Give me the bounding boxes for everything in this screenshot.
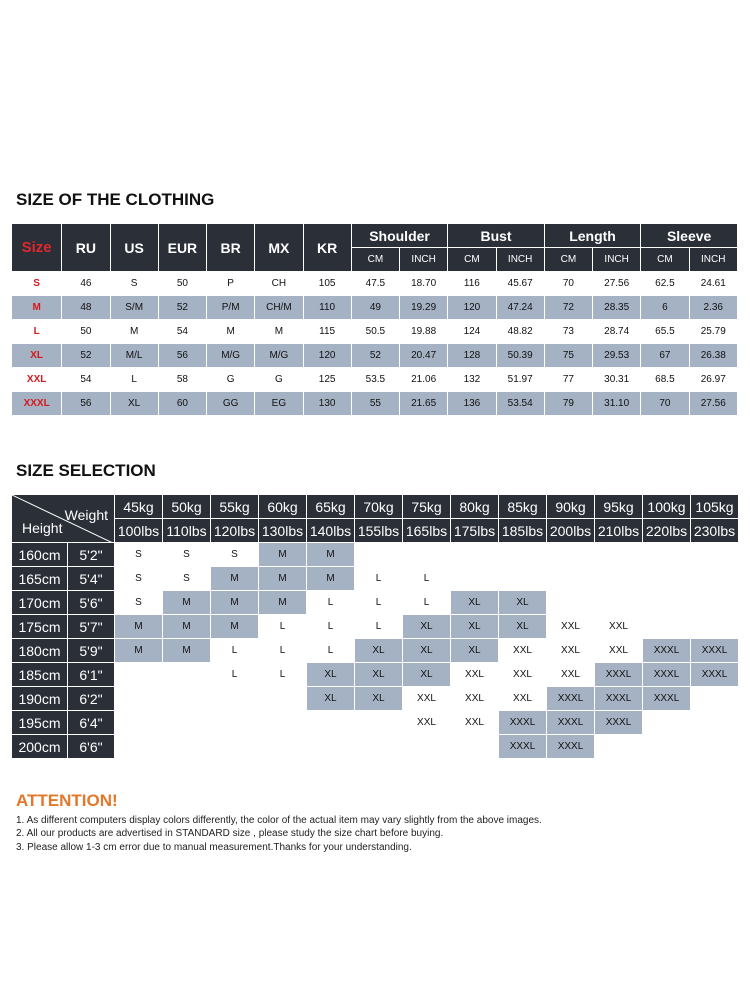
recommended-size: XXL — [465, 693, 484, 704]
size-chart-cell: S/M — [111, 296, 158, 319]
size-chart-cell: 115 — [319, 326, 336, 337]
recommended-size: XXL — [513, 645, 532, 656]
recommended-size: L — [375, 621, 382, 632]
size-chart-cell: 132 — [463, 374, 481, 385]
header-cm: CM — [545, 248, 592, 271]
size-chart-cell: 110 — [304, 296, 351, 319]
height-ft: 6'2" — [68, 687, 114, 710]
size-chart-cell: 2.36 — [690, 296, 737, 319]
size-label: XXL — [26, 374, 47, 385]
size-selection-row — [12, 639, 738, 662]
size-chart-cell: 67 — [641, 344, 688, 367]
size-chart-cell: 27.56 — [690, 392, 737, 415]
recommended-size — [307, 735, 354, 758]
recommended-size — [211, 735, 258, 758]
recommended-size: XXL — [513, 693, 532, 704]
size-chart-cell: 128 — [448, 344, 495, 367]
recommended-size: XL — [403, 663, 450, 686]
size-chart-cell: 130 — [304, 392, 351, 415]
size-chart-cell: 31.10 — [593, 392, 640, 415]
header-br: BR — [207, 224, 254, 271]
size-chart-cell: 54 — [80, 374, 92, 385]
recommended-size: M — [163, 591, 210, 614]
header-inch: INCH — [400, 248, 447, 271]
weight-lbs-header: 130lbs — [259, 519, 306, 542]
height-ft: 5'4" — [68, 567, 114, 590]
size-chart-title: SIZE OF THE CLOTHING — [16, 190, 215, 209]
height-ft: 5'7" — [68, 615, 114, 638]
header-inch: INCH — [593, 248, 640, 271]
size-chart-cell: 58 — [176, 374, 188, 385]
size-chart-cell: 45.67 — [507, 278, 533, 289]
weight-kg-header: 85kg — [499, 495, 546, 518]
size-selection-table — [11, 494, 739, 759]
size-chart-cell: 68.5 — [655, 374, 675, 385]
size-chart-cell: L — [131, 374, 137, 385]
size-label: L — [33, 326, 40, 337]
size-chart-cell: M/G — [207, 344, 254, 367]
recommended-size: XXL — [513, 669, 532, 680]
size-chart-cell: 70 — [641, 392, 688, 415]
size-chart-cell: 21.06 — [411, 374, 437, 385]
size-chart-cell: 105 — [318, 278, 336, 289]
recommended-size: XXL — [609, 621, 628, 632]
recommended-size: XXXL — [643, 663, 690, 686]
recommended-size: XXXL — [499, 711, 546, 734]
recommended-size: XL — [451, 591, 498, 614]
size-chart-cell: 50 — [80, 326, 92, 337]
size-label: S — [33, 278, 40, 289]
size-selection-row — [12, 735, 738, 758]
weight-kg-header: 70kg — [355, 495, 402, 518]
size-chart-cell: 19.88 — [411, 326, 437, 337]
weight-kg-header: 95kg — [595, 495, 642, 518]
header-inch: INCH — [497, 248, 544, 271]
recommended-size — [691, 591, 738, 614]
recommended-size: L — [327, 621, 334, 632]
size-chart-row — [12, 296, 737, 319]
recommended-size: L — [423, 573, 430, 584]
recommended-size — [211, 711, 258, 734]
size-chart-cell: G — [275, 374, 283, 385]
recommended-size — [355, 543, 402, 566]
weight-kg-header: 45kg — [115, 495, 162, 518]
attention-note: 3. Please allow 1-3 cm error due to manual measurement.Thanks for your understanding. — [16, 842, 412, 853]
size-chart-cell: 50.5 — [365, 326, 386, 337]
size-chart-cell: 28.35 — [593, 296, 640, 319]
recommended-size: XL — [451, 639, 498, 662]
size-chart-cell: 125 — [318, 374, 336, 385]
recommended-size: XXXL — [691, 663, 738, 686]
recommended-size: XXXL — [547, 711, 594, 734]
weight-lbs-header: 165lbs — [403, 519, 450, 542]
size-chart-cell: 6 — [641, 296, 688, 319]
recommended-size — [307, 711, 354, 734]
size-selection-row — [12, 687, 738, 710]
height-cm: 185cm — [12, 663, 67, 686]
size-chart-cell: 20.47 — [400, 344, 447, 367]
recommended-size — [163, 711, 210, 734]
weight-lbs-header: 155lbs — [355, 519, 402, 542]
recommended-size: M — [115, 639, 162, 662]
recommended-size: S — [183, 573, 190, 584]
recommended-size: S — [135, 549, 142, 560]
recommended-size — [115, 735, 162, 758]
recommended-size: XXL — [417, 717, 436, 728]
size-chart-cell: 120 — [304, 344, 351, 367]
size-chart-cell: 116 — [463, 278, 480, 289]
recommended-size — [691, 615, 738, 638]
size-chart-cell: P/M — [207, 296, 254, 319]
size-selection-row — [12, 711, 738, 734]
recommended-size — [451, 543, 498, 566]
height-ft: 5'2" — [68, 543, 114, 566]
size-chart-cell: 56 — [159, 344, 206, 367]
recommended-size — [595, 735, 642, 758]
recommended-size — [691, 543, 738, 566]
height-ft: 6'1" — [68, 663, 114, 686]
size-chart-row — [12, 392, 737, 415]
recommended-size — [643, 591, 690, 614]
recommended-size — [547, 591, 594, 614]
header-ru: RU — [62, 224, 109, 271]
weight-lbs-header: 175lbs — [451, 519, 498, 542]
recommended-size: S — [135, 573, 142, 584]
recommended-size: L — [327, 597, 334, 608]
size-chart-cell: 28.74 — [604, 326, 630, 337]
size-chart-cell: 72 — [545, 296, 592, 319]
recommended-size: XL — [403, 615, 450, 638]
recommended-size: XL — [307, 663, 354, 686]
recommended-size: M — [259, 543, 306, 566]
recommended-size — [115, 687, 162, 710]
recommended-size: M — [115, 615, 162, 638]
height-cm: 180cm — [12, 639, 67, 662]
recommended-size: L — [231, 669, 238, 680]
size-chart-cell: 60 — [159, 392, 206, 415]
recommended-size — [211, 687, 258, 710]
recommended-size — [499, 567, 546, 590]
recommended-size: L — [279, 621, 286, 632]
header-length: Length — [545, 224, 641, 247]
header-eur: EUR — [159, 224, 206, 271]
weight-lbs-header: 140lbs — [307, 519, 354, 542]
recommended-size: XXXL — [595, 711, 642, 734]
recommended-size — [163, 687, 210, 710]
height-ft: 6'6" — [68, 735, 114, 758]
height-label: Height — [22, 520, 63, 536]
recommended-size: M — [259, 591, 306, 614]
recommended-size: S — [183, 549, 190, 560]
size-chart-cell: 26.97 — [700, 374, 726, 385]
recommended-size: XL — [355, 687, 402, 710]
size-chart-row — [12, 344, 737, 367]
header-us: US — [111, 224, 158, 271]
size-chart-cell: G — [226, 374, 235, 385]
height-ft: 5'6" — [68, 591, 114, 614]
header-sleeve: Sleeve — [641, 224, 737, 247]
size-chart-cell: M/L — [111, 344, 158, 367]
size-chart-cell: CH — [271, 278, 287, 289]
size-chart-cell: 24.61 — [700, 278, 726, 289]
size-label: XL — [12, 344, 61, 367]
recommended-size — [595, 567, 642, 590]
header-bust: Bust — [448, 224, 544, 247]
weight-kg-header: 100kg — [643, 495, 690, 518]
size-chart-cell: 53.5 — [365, 374, 386, 385]
recommended-size: XXL — [561, 669, 580, 680]
header-kr: KR — [304, 224, 351, 271]
size-chart-cell: 26.38 — [690, 344, 737, 367]
size-chart-cell: 27.56 — [604, 278, 630, 289]
size-chart-cell: CH/M — [255, 296, 302, 319]
weight-kg-header: 50kg — [163, 495, 210, 518]
size-chart-row — [12, 368, 737, 391]
recommended-size: L — [231, 645, 238, 656]
size-chart-cell: 75 — [545, 344, 592, 367]
size-chart-cell: 54 — [176, 326, 188, 337]
recommended-size: XXXL — [691, 639, 738, 662]
size-chart-cell: M — [226, 326, 235, 337]
size-chart-cell: 51.97 — [507, 374, 533, 385]
weight-lbs-header: 220lbs — [643, 519, 690, 542]
recommended-size — [115, 711, 162, 734]
recommended-size — [643, 543, 690, 566]
height-cm: 200cm — [12, 735, 67, 758]
size-selection-row — [12, 663, 738, 686]
recommended-size — [451, 735, 498, 758]
size-chart-cell: 30.31 — [604, 374, 630, 385]
recommended-size: L — [279, 645, 286, 656]
size-selection-row — [12, 591, 738, 614]
weight-kg-header: 105kg — [691, 495, 738, 518]
weight-lbs-header: 200lbs — [547, 519, 594, 542]
size-selection-title: SIZE SELECTION — [16, 461, 156, 480]
size-chart-cell: 124 — [463, 326, 481, 337]
weight-kg-header: 60kg — [259, 495, 306, 518]
recommended-size — [259, 711, 306, 734]
attention-title: ATTENTION! — [16, 791, 118, 810]
header-cm: CM — [448, 248, 495, 271]
recommended-size — [691, 735, 738, 758]
size-selection-row — [12, 567, 738, 590]
size-chart-cell: 49 — [352, 296, 399, 319]
size-chart-cell: 52 — [352, 344, 399, 367]
recommended-size — [451, 567, 498, 590]
size-chart-cell: EG — [255, 392, 302, 415]
size-chart-cell: 73 — [562, 326, 574, 337]
recommended-size: M — [307, 567, 354, 590]
recommended-size: XXL — [609, 645, 628, 656]
recommended-size: XL — [499, 615, 546, 638]
size-chart-row — [12, 272, 737, 295]
weight-height-corner — [12, 495, 114, 542]
recommended-size — [547, 567, 594, 590]
weight-kg-header: 80kg — [451, 495, 498, 518]
size-chart-cell: 53.54 — [497, 392, 544, 415]
recommended-size — [547, 543, 594, 566]
recommended-size: XL — [403, 639, 450, 662]
size-selection-row — [12, 543, 738, 566]
height-cm: 160cm — [12, 543, 67, 566]
header-cm: CM — [352, 248, 399, 271]
recommended-size: XXL — [561, 645, 580, 656]
recommended-size: M — [211, 567, 258, 590]
header-inch: INCH — [690, 248, 737, 271]
header-size: Size — [12, 224, 61, 271]
recommended-size: XXL — [561, 621, 580, 632]
recommended-size: M — [211, 591, 258, 614]
recommended-size — [595, 591, 642, 614]
size-label: XXXL — [12, 392, 61, 415]
recommended-size: XL — [355, 663, 402, 686]
recommended-size — [691, 711, 738, 734]
size-chart-cell: 21.65 — [400, 392, 447, 415]
attention-note: 1. As different computers display colors differently, the color of the actual item may vary slightly from the above images. — [16, 815, 542, 826]
weight-kg-header: 55kg — [211, 495, 258, 518]
attention-note: 2. All our products are advertised in STANDARD size , please study the size chart before buying. — [16, 828, 444, 839]
size-chart-cell: 25.79 — [700, 326, 726, 337]
weight-kg-header: 90kg — [547, 495, 594, 518]
size-chart-cell: 47.5 — [365, 278, 386, 289]
size-chart-cell: M — [129, 326, 139, 337]
size-chart-table — [11, 223, 738, 416]
recommended-size — [643, 567, 690, 590]
recommended-size: L — [375, 597, 382, 608]
size-chart-cell: 48.82 — [507, 326, 533, 337]
recommended-size: L — [327, 645, 334, 656]
size-chart-cell: 19.29 — [400, 296, 447, 319]
weight-lbs-header: 120lbs — [211, 519, 258, 542]
recommended-size — [163, 663, 210, 686]
size-selection-row — [12, 615, 738, 638]
recommended-size — [403, 543, 450, 566]
size-chart-cell: M/G — [255, 344, 302, 367]
size-chart-cell: 70 — [562, 278, 574, 289]
size-chart-cell: 50.39 — [497, 344, 544, 367]
recommended-size — [403, 735, 450, 758]
size-chart-cell: XL — [111, 392, 158, 415]
recommended-size: M — [259, 567, 306, 590]
weight-kg-header: 65kg — [307, 495, 354, 518]
size-chart-cell: 50 — [176, 278, 188, 289]
recommended-size — [691, 687, 738, 710]
size-chart-cell: 47.24 — [497, 296, 544, 319]
recommended-size: XXL — [417, 693, 436, 704]
size-chart-cell: 136 — [448, 392, 495, 415]
recommended-size — [595, 543, 642, 566]
size-chart-cell: 48 — [62, 296, 109, 319]
size-chart-cell: 120 — [448, 296, 495, 319]
recommended-size — [499, 543, 546, 566]
header-mx: MX — [255, 224, 302, 271]
recommended-size — [691, 567, 738, 590]
size-chart-cell: 62.5 — [655, 278, 675, 289]
height-cm: 175cm — [12, 615, 67, 638]
size-chart-cell: P — [227, 278, 234, 289]
weight-lbs-header: 110lbs — [163, 519, 210, 542]
height-cm: 195cm — [12, 711, 67, 734]
recommended-size: M — [163, 615, 210, 638]
recommended-size — [355, 711, 402, 734]
weight-lbs-header: 185lbs — [499, 519, 546, 542]
recommended-size: XXL — [465, 717, 484, 728]
height-cm: 165cm — [12, 567, 67, 590]
recommended-size: XXXL — [499, 735, 546, 758]
recommended-size: XXXL — [547, 687, 594, 710]
recommended-size: M — [163, 639, 210, 662]
size-chart-cell: 55 — [352, 392, 399, 415]
size-chart-cell: M — [274, 326, 284, 337]
recommended-size: XL — [451, 615, 498, 638]
header-shoulder: Shoulder — [352, 224, 448, 247]
height-cm: 190cm — [12, 687, 67, 710]
recommended-size — [643, 711, 690, 734]
height-ft: 5'9" — [68, 639, 114, 662]
size-chart-cell: 46 — [80, 278, 92, 289]
recommended-size — [259, 735, 306, 758]
recommended-size — [355, 735, 402, 758]
recommended-size: XXL — [465, 669, 484, 680]
size-label: M — [12, 296, 61, 319]
weight-lbs-header: 210lbs — [595, 519, 642, 542]
recommended-size: XXXL — [595, 663, 642, 686]
recommended-size: S — [231, 549, 238, 560]
size-chart-cell: 79 — [545, 392, 592, 415]
size-chart-cell: GG — [207, 392, 254, 415]
size-chart-cell: S — [130, 278, 138, 289]
recommended-size: XXXL — [643, 639, 690, 662]
weight-label: Weight — [64, 507, 108, 523]
recommended-size: M — [211, 615, 258, 638]
height-ft: 6'4" — [68, 711, 114, 734]
size-chart-cell: 52 — [159, 296, 206, 319]
height-cm: 170cm — [12, 591, 67, 614]
recommended-size: XXXL — [595, 687, 642, 710]
recommended-size: XXXL — [643, 687, 690, 710]
recommended-size — [163, 735, 210, 758]
size-chart-cell: 65.5 — [655, 326, 675, 337]
recommended-size: L — [423, 597, 430, 608]
recommended-size — [259, 687, 306, 710]
size-chart-cell: 18.70 — [411, 278, 437, 289]
weight-lbs-header: 100lbs — [115, 519, 162, 542]
size-chart-cell: 56 — [62, 392, 109, 415]
recommended-size: XL — [307, 687, 354, 710]
header-cm: CM — [641, 248, 688, 271]
recommended-size: M — [307, 543, 354, 566]
recommended-size: L — [375, 573, 382, 584]
size-chart-cell: 52 — [62, 344, 109, 367]
size-chart-row — [12, 320, 737, 343]
size-chart-cell: 29.53 — [593, 344, 640, 367]
recommended-size: XL — [355, 639, 402, 662]
recommended-size: XL — [499, 591, 546, 614]
recommended-size: XXXL — [547, 735, 594, 758]
weight-kg-header: 75kg — [403, 495, 450, 518]
weight-lbs-header: 230lbs — [691, 519, 738, 542]
recommended-size: L — [279, 669, 286, 680]
recommended-size: S — [135, 597, 142, 608]
size-chart-cell: 77 — [562, 374, 574, 385]
recommended-size — [115, 663, 162, 686]
recommended-size — [643, 735, 690, 758]
recommended-size — [643, 615, 690, 638]
